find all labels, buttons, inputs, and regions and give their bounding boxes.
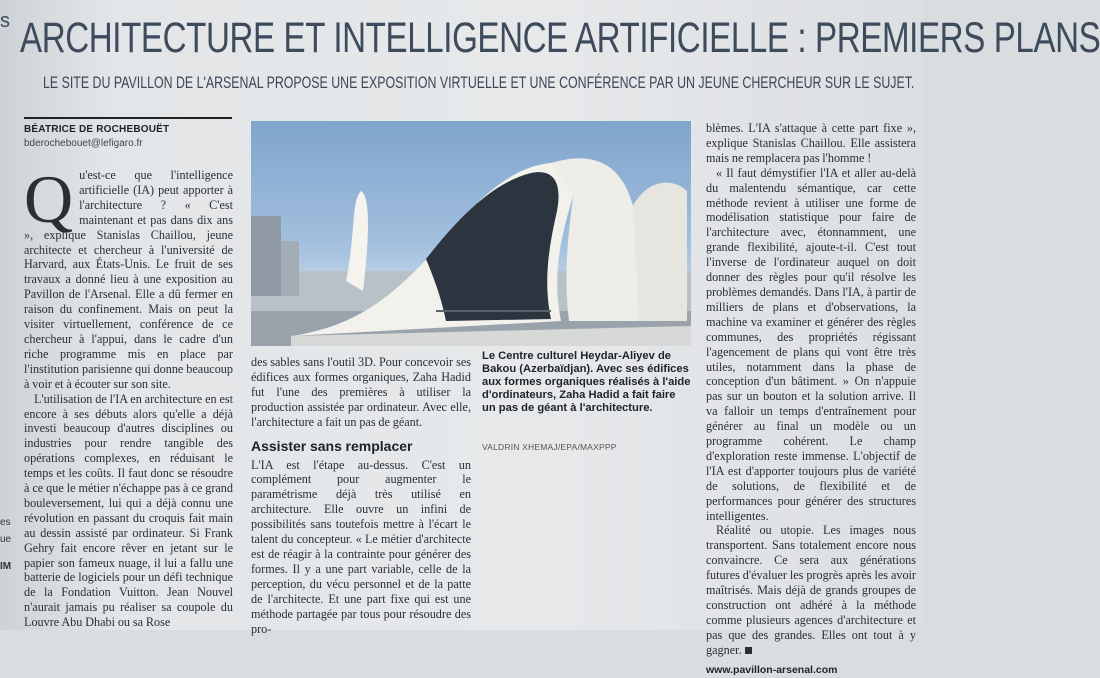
author-email[interactable]: bderochebouet@lefigaro.fr xyxy=(24,138,143,149)
margin-fragment: es xyxy=(0,517,11,528)
end-mark xyxy=(745,647,752,654)
paragraph: blèmes. L'IA s'attaque à cette part fixe », explique Stanislas Chaillou. Elle assistera mais ne remplacera pas l'homme ! xyxy=(706,121,916,165)
strapline: LE SITE DU PAVILLON DE L'ARSENAL PROPOSE UNE EXPOSITION VIRTUELLE ET UNE CONFÉRENCE PAR UN JEUNE CHERCHEUR SUR LE SUJET. xyxy=(43,74,915,92)
building-illustration xyxy=(251,121,691,346)
paragraph: L'utilisation de l'IA en architecture en est encore à ses débuts alors qu'elle a déjà investi beaucoup d'autres disciplines ou industries pour rendre tangible des opérations complexes, en réduisant le temps et les coûts. Il faut donc se résoudre à ce que le métier n'échappe pas à ce grand bouleversement, lui qui a déjà connu une révolution en passant du croquis fait main au dessin assisté par ordinateur. Si Frank Gehry fait encore rêver en jetant sur le papier son fameux nuage, il lui a fallu une batterie de logiciels pour un défi technique de la Fondation Vuitton. Jean Nouvel n'aurait jamais pu réaliser sa coupole du Louvre Abu Dhabi ou sa Rose xyxy=(24,391,233,630)
paragraph: Réalité ou utopie. Les images nous transportent. Sans totalement encore nous convaincre. Ce sera aux générations futures d'évaluer les progrès après les avoir maîtrisés. Mais déjà de grands groupes de construction ont adhéré à la méthode comme plusieurs agences d'architecture et pas que des grandes. Elles ont tout à y gagner. xyxy=(706,523,916,657)
margin-fragment: IM xyxy=(0,561,12,572)
paragraph: Qu'est-ce que l'intelligence artificielle (IA) peut apporter à l'architecture ? « C'est maintenant et pas dans dix ans », explique Stanislas Chaillou, jeune architecte et chercheur à l'université de Harvard, aux États-Unis. Le fruit de ses travaux a donné lieu à une exposition au Pavillon de l'Arsenal. Elle a dû fermer en raison du confinement. Mais on peut la visiter virtuellement, conférence de ce chercheur à l'appui, dans le cadre d'un riche programme mis en place par l'institution parisienne qui donne beaucoup à voir et à écouter sur son site. xyxy=(24,161,233,391)
paragraph: des sables sans l'outil 3D. Pour concevoir ses édifices aux formes organiques, Zaha Hadid fut l'une des premières à utiliser la production assistée par ordinateur. Avec elle, l'architecture a fait un pas de géant. xyxy=(251,355,471,429)
article-photo xyxy=(251,121,691,346)
website-link[interactable]: www.pavillon-arsenal.com xyxy=(706,663,838,676)
photo-credit: VALDRIN XHEMAJ/EPA/MAXPPP xyxy=(482,442,617,452)
paragraph: « Il faut démystifier l'IA et aller au-delà du malentendu sémantique, car cette méthode revient à utiliser une forme de modélisation statistique pour faire de l'architecture avec, étonnamment, une grande flexibilité, ajoute-t-il. C'est tout l'inverse de l'ordinateur auquel on doit donner des règles pour qu'il résolve les problèmes demandés. Dans l'IA, à partir de milliers de plans et d'observations, la machine va examiner et générer des règles communes, des propriétés régissant l'agencement de plans qui vont être très utiles, notamment dans la phase de conception d'un bâtiment. » On n'appuie pas sur un bouton et la solution arrive. Il va falloir un temps d'entraînement pour générer au final un modèle ou un programme cohérent. Le champ d'exploration reste immense. L'objectif de l'IA est d'apporter toujours plus de variété de solutions, de flexibilité et de performances pour générer des structures intelligentes. xyxy=(706,165,916,523)
drop-cap: Q xyxy=(24,161,74,237)
paragraph: L'IA est l'étape au-dessus. C'est un complément pour augmenter le paramétrisme déjà très utilisé en architecture. Elle ouvre un infini de possibilités sans toutefois mettre à l'écart le talent du concepteur. « Le métier d'architecte est de réagir à la contrainte pour générer des formes. Il y a une part variable, celle de la perception, du vécu personnel et de la patte de l'architecte. Et une part fixe qui est une méthode partagée par tous pour résoudre des pro- xyxy=(251,457,471,636)
left-edge-fragment: s xyxy=(0,10,10,32)
author-byline: BÉATRICE DE ROCHEBOUËT xyxy=(24,124,170,135)
article-column-4 xyxy=(706,121,916,678)
article-column-2 xyxy=(251,355,471,636)
photo-caption: Le Centre culturel Heydar-Aliyev de Bakou (Azerbaïdjan). Avec ses édifices aux formes organiques réalisés à l'aide d'ordinateurs, Zaha Hadid a fait faire un pas de géant à l'architecture. xyxy=(482,350,691,414)
headline: ARCHITECTURE ET INTELLIGENCE ARTIFICIELLE : PREMIERS PLANS xyxy=(20,14,1100,62)
article-column-1 xyxy=(24,161,233,630)
byline-rule xyxy=(24,117,232,119)
margin-fragment: ue xyxy=(0,534,12,545)
subheading: Assister sans remplacer xyxy=(251,437,413,454)
